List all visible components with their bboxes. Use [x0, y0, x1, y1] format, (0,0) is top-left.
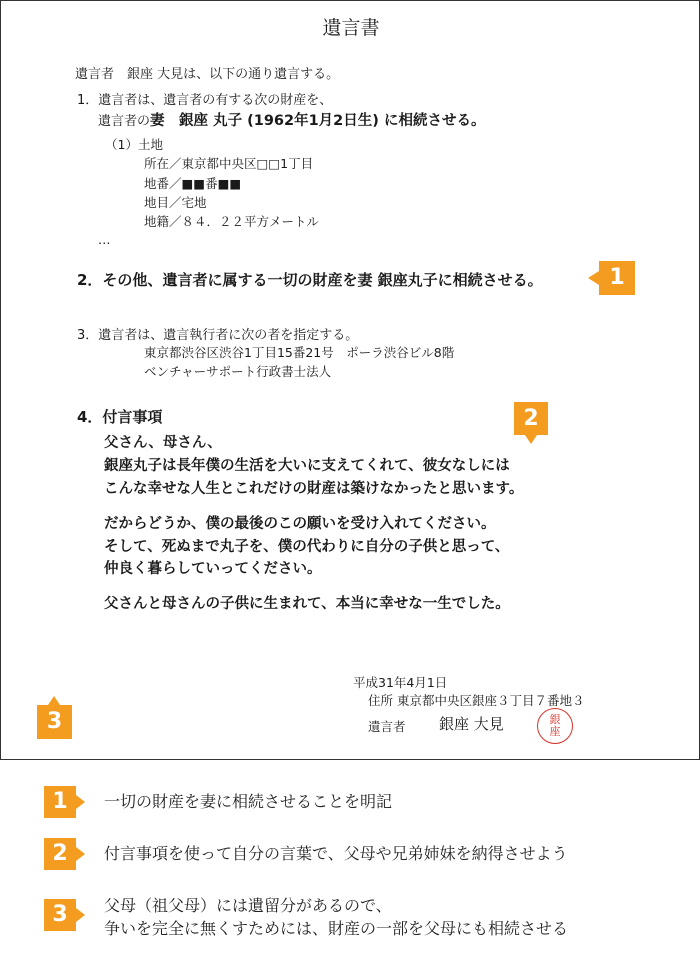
item3-line1: 3．遺言者は、遺言執行者に次の者を指定する。	[77, 328, 359, 343]
item1-ellipsis: …	[98, 232, 111, 247]
item2-line: 2．その他、遺言者に属する一切の財産を妻 銀座丸子に相続させる。	[77, 271, 543, 289]
land-category: 地目／宅地	[144, 195, 207, 210]
signature-date: 平成31年4月1日	[353, 675, 448, 690]
legend-text-2: 付言事項を使って自分の言葉で、父母や兄弟姉妹を納得させよう	[104, 844, 568, 863]
item1-line2-prefix: 遺言者の	[98, 114, 151, 129]
land-area: 地籍／８４．２２平方メートル	[144, 214, 320, 229]
legend-text-3-line1: 父母（祖父母）には遺留分があるので、	[104, 896, 392, 915]
legend-text-1: 一切の財産を妻に相続させることを明記	[104, 792, 393, 811]
item3-line3: ベンチャーサポート行政書士法人	[144, 364, 332, 379]
item4-p3: 父さんと母さんの子供に生まれて、本当に幸せな一生でした。	[104, 596, 510, 612]
item4-p1-line3: こんな幸せな人生とこれだけの財産は築けなかったと思います。	[104, 481, 524, 497]
land-lot: 地番／■■番■■	[144, 176, 242, 191]
item4-p1-line1: 父さん、母さん、	[104, 435, 222, 451]
item4-p2-line2: そして、死ぬまで丸子を、僕の代わりに自分の子供と思って、	[104, 539, 510, 555]
item1-line2-bold: 妻 銀座 丸子 (1962年1月2日生) に相続させる。	[150, 113, 486, 129]
land-heading: （1）土地	[105, 137, 163, 152]
item4-heading: 4．付言事項	[77, 408, 163, 426]
item4-p2-line3: 仲良く暮らしていってください。	[104, 561, 322, 577]
legend-badge-2: 2	[44, 838, 76, 870]
callout-badge-3: 3	[37, 705, 72, 739]
land-address: 所在／東京都中央区□□1丁目	[144, 156, 314, 171]
legend-text-3-line2: 争いを完全に無くすためには、財産の一部を父母にも相続させる	[104, 919, 569, 938]
document-title: 遺言書	[322, 17, 380, 39]
item1-line1: 1．遺言者は、遺言者の有する次の財産を、	[77, 93, 333, 108]
legend-badge-1: 1	[44, 786, 76, 818]
item1-line2	[98, 109, 485, 130]
personal-seal-stamp	[537, 708, 573, 744]
item4-p1-line2: 銀座丸子は長年僕の生活を大いに支えてくれて、彼女なしには	[104, 458, 510, 474]
callout-badge-2: 2	[514, 402, 548, 435]
signature-label: 遺言者	[368, 719, 406, 734]
intro-line: 遺言者 銀座 大見は、以下の通り遺言する。	[75, 67, 340, 82]
seal-bottom-char: 座	[549, 725, 561, 738]
signature-residence: 住所 東京都中央区銀座３丁目７番地３	[368, 693, 585, 708]
legend-badge-3: 3	[44, 899, 76, 931]
seal-top-char: 銀	[549, 713, 561, 726]
item3-line2: 東京都渋谷区渋谷1丁目15番21号 ポーラ渋谷ビル8階	[144, 345, 455, 360]
item4-p2-line1: だからどうか、僕の最後のこの願いを受け入れてください。	[104, 516, 496, 532]
callout-badge-1: 1	[599, 261, 635, 295]
signature-name: 銀座 大見	[439, 715, 504, 733]
